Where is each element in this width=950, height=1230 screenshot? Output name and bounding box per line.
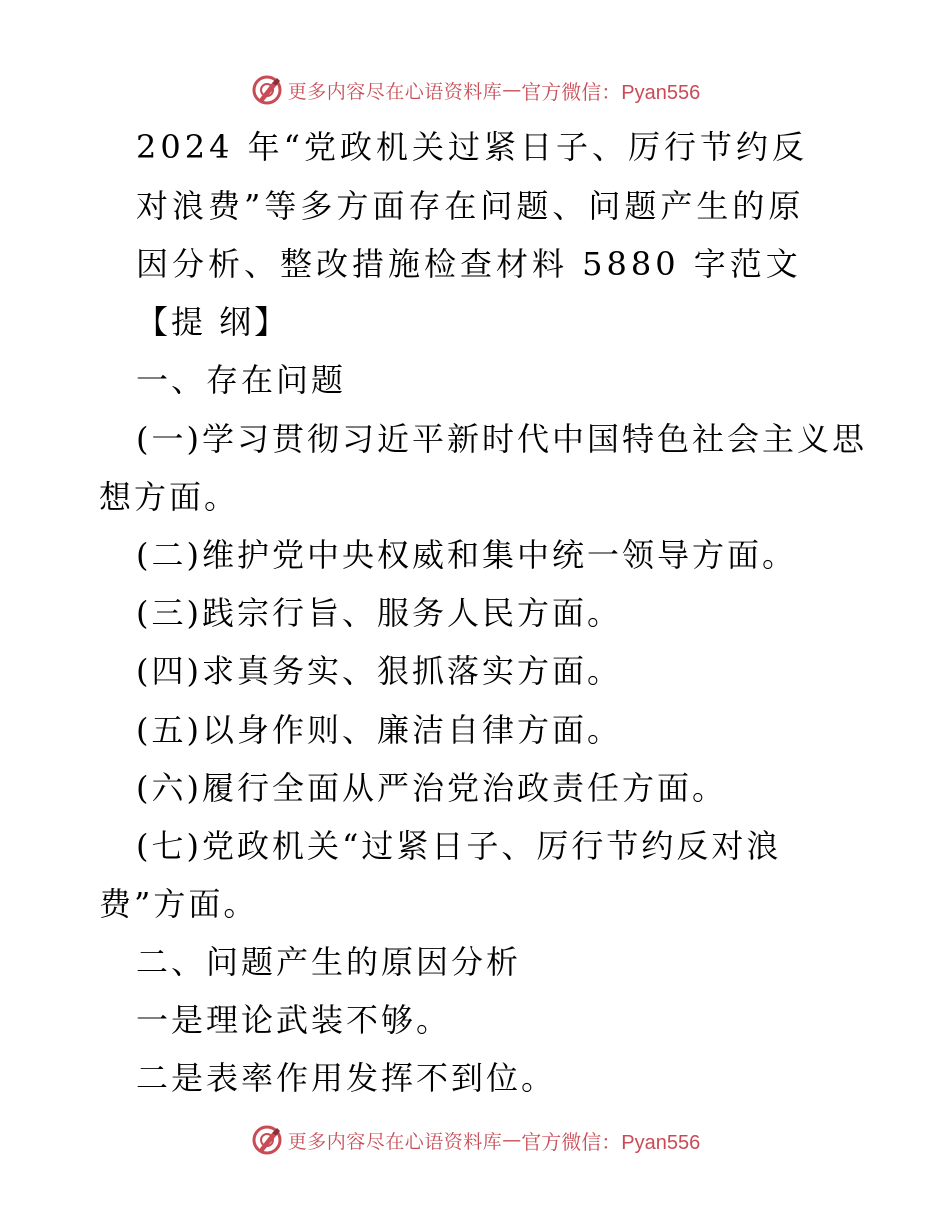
outline-item: (四)求真务实、狠抓落实方面。 [136,652,622,690]
section-heading-2: 二、问题产生的原因分析 [136,943,522,981]
title-line-3: 因分析、整改措施检查材料 5880 字范文 [136,245,802,283]
outline-item: (七)党政机关“过紧日子、厉行节约反对浪 [136,827,782,865]
outline-item: (三)践宗行旨、服务人民方面。 [136,594,622,632]
outline-heading: 【提 纲】 [136,303,290,341]
outline-item-continuation: 想方面。 [99,478,240,516]
header-banner [0,70,950,110]
banner-contact: 官方微信：Pyan556 [521,1131,701,1154]
section-heading-1: 一、存在问题 [136,361,347,399]
outline-item: (六)履行全面从严治党治政责任方面。 [136,769,727,807]
reason-item: 二是表率作用发挥不到位。 [136,1059,557,1097]
reason-item: 一是理论武装不够。 [136,1001,452,1039]
banner-text: 更多内容尽在心语资料库 [287,1130,503,1153]
outline-item: (二)维护党中央权威和集中统一领导方面。 [136,536,797,574]
outline-item-continuation: 费”方面。 [99,885,259,923]
pen-logo-icon [250,1123,284,1157]
outline-item: (一)学习贯彻习近平新时代中国特色社会主义思 [136,420,867,458]
pen-logo-icon [250,73,284,107]
title-line-2: 对浪费”等多方面存在问题、问题产生的原 [136,187,805,225]
banner-separator: — [502,1129,522,1151]
outline-item: (五)以身作则、廉洁自律方面。 [136,711,622,749]
banner-contact: 官方微信：Pyan556 [521,81,701,104]
title-line-1: 2024 年“党政机关过紧日子、厉行节约反 [136,128,808,166]
footer-banner [0,1120,950,1160]
banner-text: 更多内容尽在心语资料库 [287,80,503,103]
banner-separator: — [502,79,522,101]
